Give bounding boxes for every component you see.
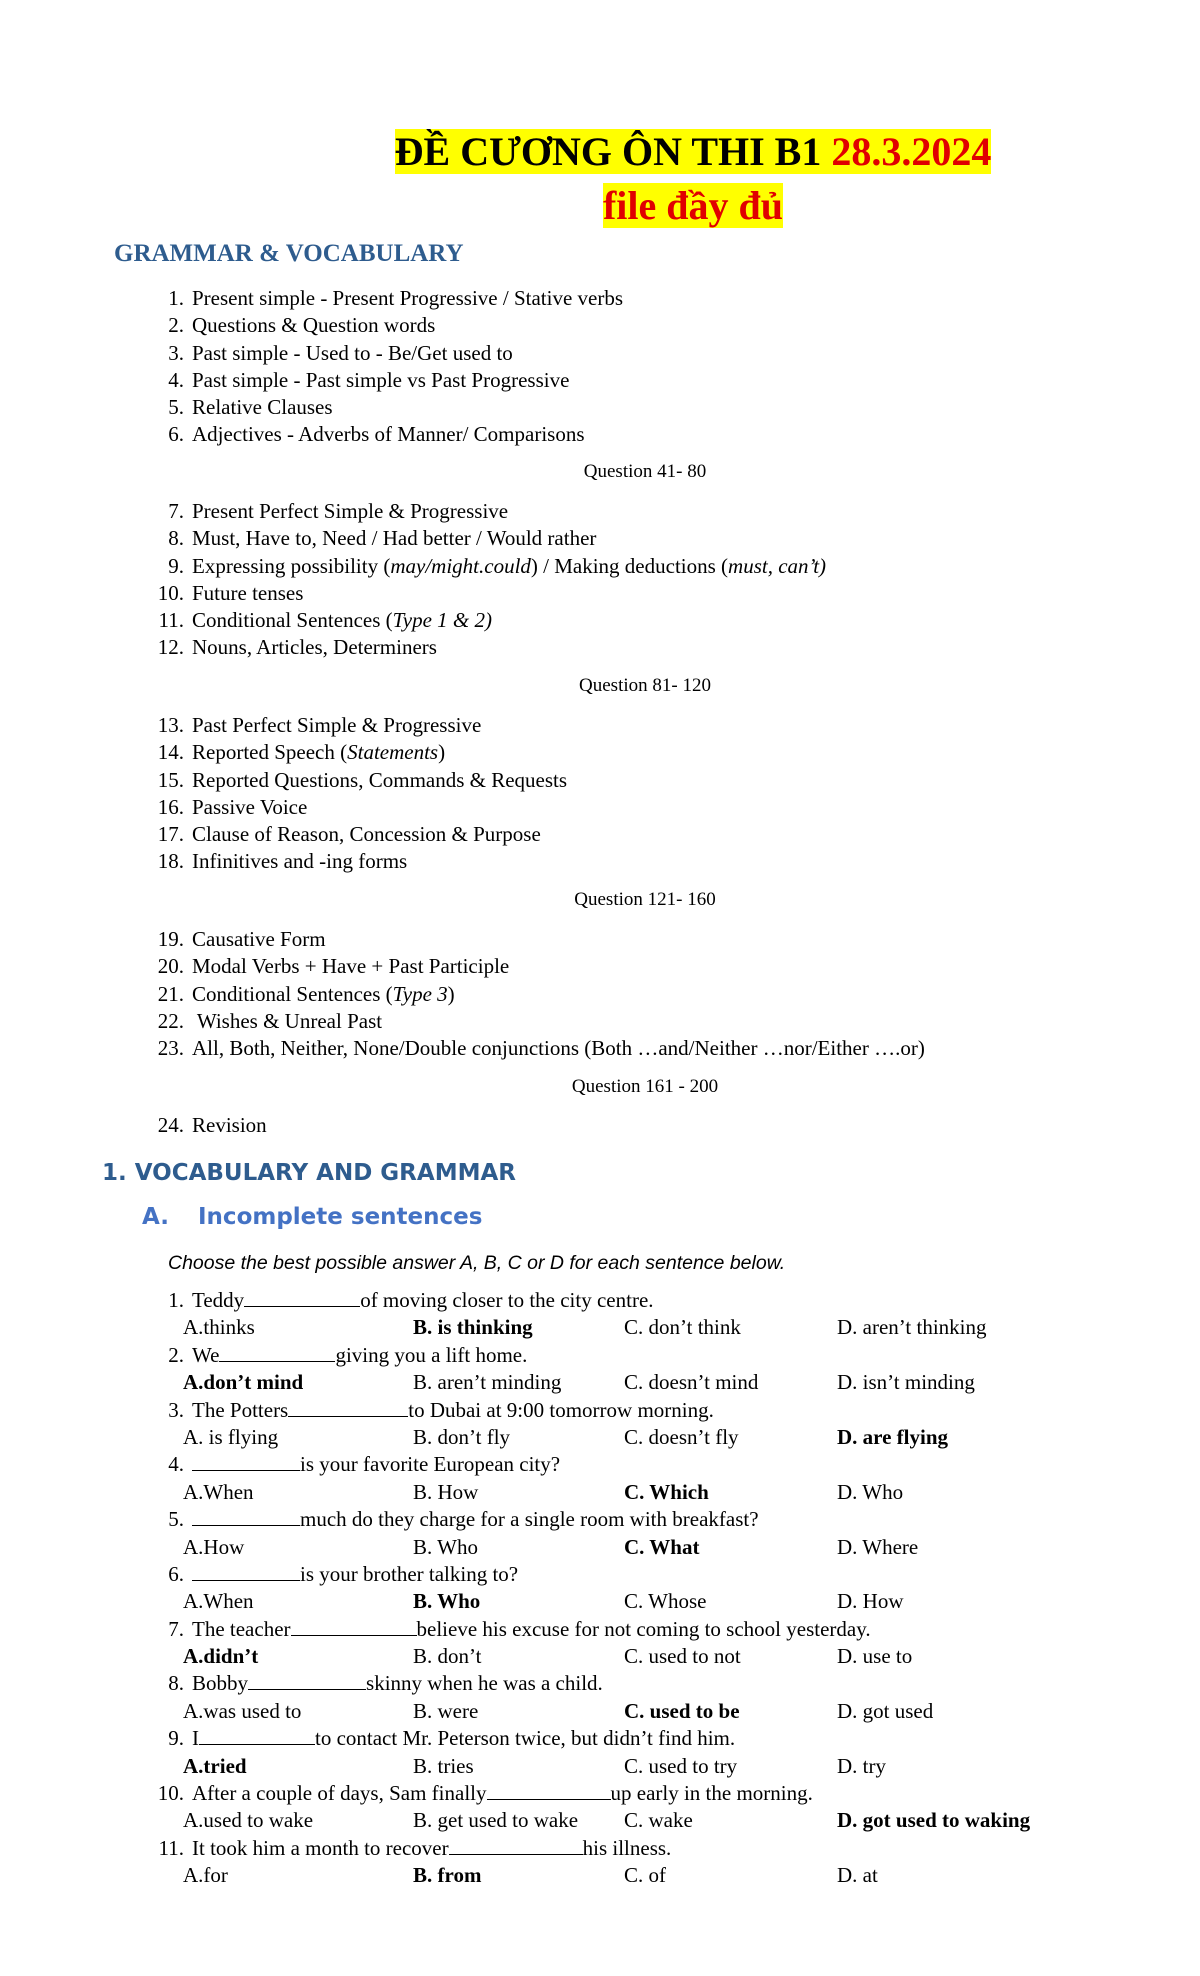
topic-text: Questions & Question words [192, 313, 436, 338]
topic-item [140, 1008, 925, 1035]
question-number: 5. [168, 1507, 184, 1532]
answer-blank [192, 1507, 300, 1526]
topic-item [140, 340, 623, 367]
answer-option: B. How [413, 1479, 479, 1504]
answer-option: B. were [413, 1698, 479, 1723]
correct-answer-option: C. What [624, 1534, 700, 1559]
question-text-before: We [192, 1342, 220, 1367]
answer-options [140, 1862, 878, 1889]
question-text-after: his illness. [582, 1835, 672, 1860]
topic-item [140, 1112, 267, 1139]
answer-blank [248, 1671, 366, 1690]
question-text-before: After a couple of days, Sam finally [192, 1781, 487, 1806]
topic-number: 14. [157, 740, 184, 765]
question-text-after: of moving closer to the city centre. [360, 1288, 654, 1312]
topic-list-4 [140, 926, 925, 1062]
topic-list-1 [140, 285, 623, 449]
topic-list-5 [140, 1112, 267, 1139]
topic-text: Reported Questions, Commands & Requests [192, 767, 568, 792]
topic-text: Conditional Sentences (Type 1 & 2) [192, 608, 492, 633]
topic-text: Modal Verbs + Have + Past Participle [192, 954, 510, 979]
answer-blank [487, 1781, 611, 1800]
topic-number: 16. [157, 794, 184, 819]
answer-options [140, 1753, 886, 1780]
question-number: 8. [168, 1671, 184, 1696]
question-text-after: to contact Mr. Peterson twice, but didn’t find him. [315, 1726, 736, 1751]
question-text-after: skinny when he was a child. [366, 1671, 603, 1696]
subsection-title: Incomplete sentences [198, 1204, 483, 1230]
question-number: 7. [168, 1616, 184, 1641]
topic-text: Past Perfect Simple & Progressive [192, 713, 482, 737]
question-number: 10. [157, 1781, 184, 1806]
section-heading: 1. VOCABULARY AND GRAMMAR [102, 1160, 516, 1186]
question-text-after: giving you a lift home. [335, 1342, 528, 1367]
topic-number: 3. [168, 340, 184, 365]
question-stem [140, 1287, 871, 1314]
answer-option: C. used to not [624, 1644, 741, 1669]
topic-text: Nouns, Articles, Determiners [192, 635, 437, 660]
question-text-after: is your brother talking to? [300, 1561, 519, 1586]
answer-option: D. try [837, 1753, 886, 1778]
topic-item [140, 821, 567, 848]
correct-answer-option: B. from [413, 1863, 482, 1888]
question-range-note: Question 41- 80 [583, 461, 707, 482]
title-line-1 [0, 128, 1200, 176]
answer-option: D. use to [837, 1644, 913, 1669]
question-stem [140, 1670, 871, 1697]
question-text-after: believe his excuse for not coming to school yesterday. [416, 1616, 871, 1641]
topic-item [140, 312, 623, 339]
topic-text: Must, Have to, Need / Had better / Would rather [192, 526, 597, 551]
correct-answer-option: C. Which [624, 1479, 709, 1504]
topic-item [140, 580, 826, 607]
question-number: 2. [168, 1342, 184, 1367]
answer-blank [291, 1617, 417, 1636]
answer-option: A. is flying [183, 1424, 279, 1449]
correct-answer-option: C. used to be [624, 1698, 740, 1723]
grammar-heading: GRAMMAR & VOCABULARY [114, 240, 464, 267]
answer-option: A.thinks [183, 1315, 255, 1340]
correct-answer-option: A.didn’t [183, 1644, 259, 1669]
topic-item [140, 1035, 925, 1062]
answer-option: D. Who [837, 1479, 904, 1504]
answer-blank [244, 1288, 360, 1307]
answer-option: A.When [183, 1589, 254, 1614]
topic-item [140, 712, 567, 739]
answer-option: D. aren’t thinking [837, 1315, 987, 1340]
topic-number: 7. [168, 499, 184, 523]
question-number: 6. [168, 1561, 184, 1586]
question-list [140, 1287, 1031, 1890]
title-main: ĐỀ CƯƠNG ÔN THI B1 [394, 129, 822, 174]
answer-blank [288, 1398, 408, 1417]
topic-number: 17. [157, 822, 184, 847]
answer-options [140, 1534, 919, 1561]
topic-item [140, 394, 623, 421]
topic-item [140, 285, 623, 312]
answer-option: D. isn’t minding [837, 1370, 975, 1395]
topic-number: 12. [157, 635, 184, 660]
topic-text: Adjectives - Adverbs of Manner/ Comparisons [192, 422, 585, 447]
topic-text: All, Both, Neither, None/Double conjunctions (Both …and/Neither …nor/Either ….or) [192, 1036, 925, 1061]
question-text-after: is your favorite European city? [300, 1452, 561, 1477]
topic-text: Clause of Reason, Concession & Purpose [192, 822, 541, 847]
topic-item [140, 367, 623, 394]
answer-option: B. get used to wake [413, 1808, 579, 1833]
answer-option: D. How [837, 1589, 904, 1614]
topic-item [140, 981, 925, 1008]
answer-option: C. doesn’t fly [624, 1424, 739, 1449]
topic-item [140, 739, 567, 766]
topic-number: 19. [157, 927, 184, 951]
title-date: 28.3.2024 [831, 129, 992, 174]
answer-option: A.for [183, 1863, 228, 1888]
topic-list-2 [140, 498, 826, 662]
question-stem [140, 1342, 871, 1369]
topic-text: Past simple - Past simple vs Past Progressive [192, 367, 570, 392]
topic-item [140, 525, 826, 552]
question-stem [140, 1397, 871, 1424]
question-text-before: I [192, 1726, 199, 1751]
answer-option: A.How [183, 1534, 245, 1559]
answer-blank [449, 1836, 583, 1855]
topic-text: Wishes & Unreal Past [192, 1008, 383, 1033]
question-stem [140, 1725, 871, 1752]
question-number: 4. [168, 1452, 184, 1477]
correct-answer-option: A.don’t mind [183, 1370, 304, 1395]
answer-blank [192, 1452, 300, 1471]
question-text-before: It took him a month to recover [192, 1835, 449, 1860]
topic-text: Present Perfect Simple & Progressive [192, 499, 509, 523]
question-text-before: The Potters [192, 1397, 289, 1422]
topic-list-3 [140, 712, 567, 876]
question-stem [140, 1506, 871, 1533]
answer-options [140, 1698, 934, 1725]
question-stem [140, 1616, 871, 1643]
correct-answer-option: B. is thinking [413, 1315, 533, 1340]
topic-number: 1. [168, 286, 184, 310]
topic-number: 23. [157, 1036, 184, 1061]
answer-option: B. tries [413, 1753, 474, 1778]
correct-answer-option: B. Who [413, 1589, 481, 1614]
topic-text: Future tenses [192, 580, 304, 605]
answer-option: D. Where [837, 1534, 919, 1559]
topic-number: 20. [157, 954, 184, 979]
question-range-note: Question 81- 120 [579, 675, 711, 696]
question-text-after: much do they charge for a single room with breakfast? [300, 1507, 759, 1532]
answer-option: A.was used to [183, 1698, 302, 1723]
topic-item [140, 553, 826, 580]
title-line-2 [0, 182, 1200, 230]
answer-option: C. don’t think [624, 1315, 741, 1340]
question-number: 11. [158, 1835, 184, 1860]
topic-number: 15. [157, 767, 184, 792]
topic-text: Infinitives and -ing forms [192, 849, 408, 874]
answer-option: D. at [837, 1863, 878, 1888]
instruction-text: Choose the best possible answer A, B, C or D for each sentence below. [168, 1252, 786, 1274]
answer-options [140, 1369, 975, 1396]
answer-options [140, 1314, 987, 1341]
topic-text: Relative Clauses [192, 395, 333, 420]
topic-number: 6. [168, 422, 184, 447]
topic-number: 11. [158, 608, 184, 633]
correct-answer-option: A.tried [183, 1753, 247, 1778]
topic-text: Revision [192, 1113, 267, 1137]
answer-option: B. Who [413, 1534, 478, 1559]
question-text-before: The teacher [192, 1616, 291, 1641]
answer-option: C. of [624, 1863, 666, 1888]
topic-number: 2. [168, 313, 184, 338]
question-text-after: up early in the morning. [610, 1781, 813, 1806]
title-subtitle: file đầy đủ [602, 183, 784, 228]
answer-option: B. don’t [413, 1644, 482, 1669]
topic-text: Present simple - Present Progressive / Stative verbs [192, 286, 624, 310]
topic-text: Past simple - Used to - Be/Get used to [192, 340, 513, 365]
subsection-letter: A. [142, 1204, 169, 1230]
topic-item [140, 634, 826, 661]
question-stem [140, 1561, 871, 1588]
topic-number: 22. [157, 1008, 184, 1033]
question-stem [140, 1835, 871, 1862]
topic-item [140, 607, 826, 634]
question-number: 1. [168, 1288, 184, 1312]
topic-number: 4. [168, 367, 184, 392]
topic-item [140, 498, 826, 525]
topic-item [140, 421, 623, 448]
answer-options [140, 1424, 949, 1451]
answer-options [140, 1479, 904, 1506]
answer-option: A.When [183, 1479, 254, 1504]
topic-number: 5. [168, 395, 184, 420]
topic-number: 18. [157, 849, 184, 874]
topic-text: Passive Voice [192, 794, 308, 819]
topic-text: Expressing possibility (may/might.could) / Making deductions (must, can’t) [192, 553, 827, 578]
question-stem [140, 1451, 871, 1478]
topic-number: 10. [157, 580, 184, 605]
topic-number: 13. [157, 713, 184, 737]
topic-number: 8. [168, 526, 184, 551]
answer-option: C. doesn’t mind [624, 1370, 759, 1395]
topic-item [140, 953, 925, 980]
answer-options [140, 1588, 904, 1615]
answer-options [140, 1643, 913, 1670]
question-text-before: Teddy [192, 1288, 245, 1312]
subsection-heading [142, 1204, 482, 1230]
answer-blank [192, 1562, 300, 1581]
question-number: 3. [168, 1397, 184, 1422]
topic-item [140, 767, 567, 794]
topic-number: 9. [168, 553, 184, 578]
topic-item [140, 926, 925, 953]
answer-option: B. don’t fly [413, 1424, 511, 1449]
topic-text: Conditional Sentences (Type 3) [192, 981, 455, 1006]
topic-item [140, 848, 567, 875]
answer-option: C. Whose [624, 1589, 707, 1614]
answer-blank [199, 1726, 315, 1745]
answer-blank [219, 1343, 335, 1362]
question-range-note: Question 161 - 200 [571, 1076, 719, 1097]
question-text-after: to Dubai at 9:00 tomorrow morning. [408, 1397, 714, 1422]
question-stem [140, 1780, 871, 1807]
question-range-note: Question 121- 160 [574, 889, 716, 910]
answer-option: B. aren’t minding [413, 1370, 562, 1395]
correct-answer-option: D. are flying [837, 1424, 949, 1449]
answer-option: A.used to wake [183, 1808, 314, 1833]
question-text-before: Bobby [192, 1671, 249, 1696]
answer-options [140, 1807, 1031, 1834]
topic-number: 21. [157, 981, 184, 1006]
answer-option: C. used to try [624, 1753, 738, 1778]
topic-item [140, 794, 567, 821]
topic-text: Causative Form [192, 927, 326, 951]
answer-option: D. got used [837, 1698, 934, 1723]
topic-number: 24. [157, 1113, 184, 1137]
topic-text: Reported Speech (Statements) [192, 740, 446, 765]
question-number: 9. [168, 1726, 184, 1751]
correct-answer-option: D. got used to waking [837, 1808, 1031, 1833]
answer-option: C. wake [624, 1808, 693, 1833]
